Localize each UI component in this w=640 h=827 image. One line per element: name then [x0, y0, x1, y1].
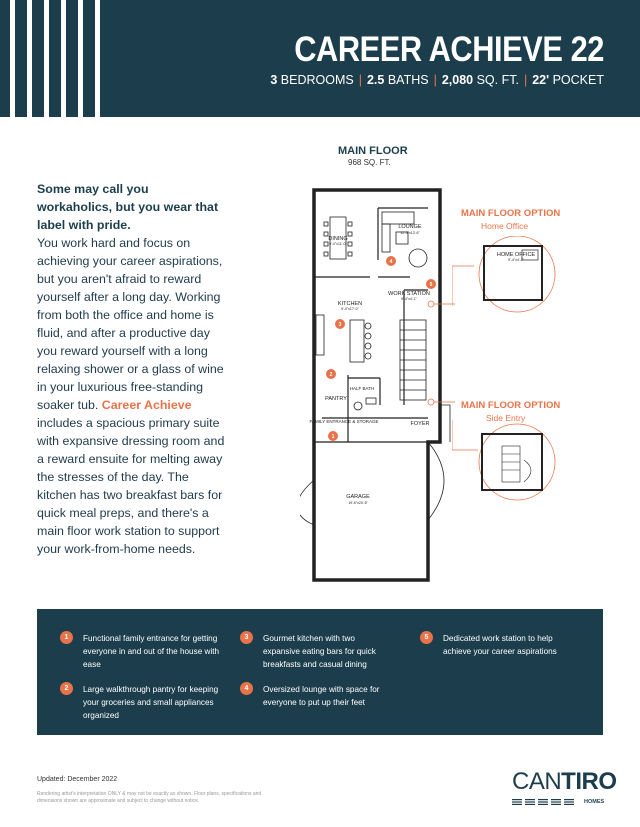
plan-marker-3: 3 [338, 322, 342, 328]
feature-text-3: Gourmet kitchen with two expansive eating bars for quick breakfasts and casual dining [263, 634, 376, 669]
intro-body-b: includes a spacious primary suite with expansive dressing room and a reward ensuite for melting away the stresses of the day. The kitchen has two breakfast bars for quick meal preps, and there's a main floor work station to support your work-from-home needs. [37, 416, 225, 556]
plan-marker-1: 1 [331, 434, 335, 440]
option-home-office [452, 236, 562, 316]
feature-num-1: 1 [60, 631, 73, 644]
svg-text:11'-0"x13'-6": 11'-0"x13'-6" [400, 231, 420, 235]
feature-text-5: Dedicated work station to help achieve your career aspirations [443, 634, 557, 656]
svg-text:9'-4"x4'-1": 9'-4"x4'-1" [508, 258, 524, 262]
room-halfbath: HALF BATH [349, 386, 375, 391]
home-office-label: HOME OFFICE [496, 252, 536, 258]
disclaimer: Rendering artist's interpretation ONLY & may not be exactly as shown. Floor plans, specifications and dimensions shown are approximate and subject to change without notice. [37, 791, 262, 804]
option-side-entry [452, 420, 562, 502]
room-dining: DINING [328, 236, 348, 242]
svg-text:19'-6"x20'-6": 19'-6"x20'-6" [348, 501, 368, 505]
logo-homes: HOMES [584, 799, 605, 805]
home-specs: 3 BEDROOMS | 2.5 BATHS | 2,080 SQ. FT. | 22' POCKET [270, 73, 604, 87]
header-banner [0, 0, 640, 117]
feature-text-4: Oversized lounge with space for everyone to put up their feet [263, 685, 380, 707]
floor-title: MAIN FLOOR [338, 145, 408, 157]
room-pantry: PANTRY [325, 396, 347, 402]
plan-marker-4: 4 [389, 259, 393, 265]
svg-text:9'-4"x4'-1": 9'-4"x4'-1" [401, 297, 417, 301]
room-foyer: FOYER [410, 421, 430, 427]
room-garage: GARAGE [346, 494, 370, 500]
floor-area: 968 SQ. FT. [348, 158, 391, 167]
svg-text:9'-0"x11'-0": 9'-0"x11'-0" [329, 242, 347, 246]
feature-num-2: 2 [60, 682, 73, 695]
room-kitchen: KITCHEN [337, 301, 363, 307]
intro-highlight: Career Achieve [101, 398, 192, 412]
cantiro-logo: CANTIRO [512, 768, 617, 795]
features-panel [37, 609, 603, 735]
svg-text:9'-0"x17'-0": 9'-0"x17'-0" [341, 307, 359, 311]
plan-marker-2: 2 [329, 372, 333, 378]
decorative-stripes [0, 0, 120, 117]
feature-num-5: 5 [420, 631, 433, 644]
updated-date: Updated: December 2022 [37, 776, 118, 783]
option-title-2: MAIN FLOOR OPTION [461, 400, 561, 411]
room-lounge: LOUNGE [398, 224, 422, 230]
floor-plan [300, 180, 460, 605]
feature-text-1: Functional family entrance for getting everyone in and out of the house with ease [83, 634, 220, 669]
feature-num-3: 3 [240, 631, 253, 644]
option-title-1: MAIN FLOOR OPTION [461, 208, 561, 219]
intro-lead: Some may call you workaholics, but you wear that label with pride. [37, 182, 219, 232]
option-sub-1: Home Office [481, 221, 529, 231]
page-title: CAREER ACHIEVE 22 [294, 30, 604, 69]
option-sub-2: Side Entry [486, 413, 526, 423]
plan-marker-5: 5 [429, 282, 433, 288]
feature-text-2: Large walkthrough pantry for keeping your groceries and small appliances organized [83, 685, 219, 720]
intro-body-a: You work hard and focus on achieving your career aspirations, but you aren't afraid to reward yourself after a long day. Working from both the office and home is fluid, and after a productive day you reward yourself with a long relaxing shower or a glass of wine in your luxurious free-standing soaker tub. [37, 236, 224, 412]
room-family: FAMILY ENTRANCE & STORAGE [309, 419, 379, 424]
logo-bars-icon [512, 799, 574, 805]
intro-text [37, 180, 227, 558]
room-workstation: WORK STATION [388, 291, 430, 297]
feature-num-4: 4 [240, 682, 253, 695]
